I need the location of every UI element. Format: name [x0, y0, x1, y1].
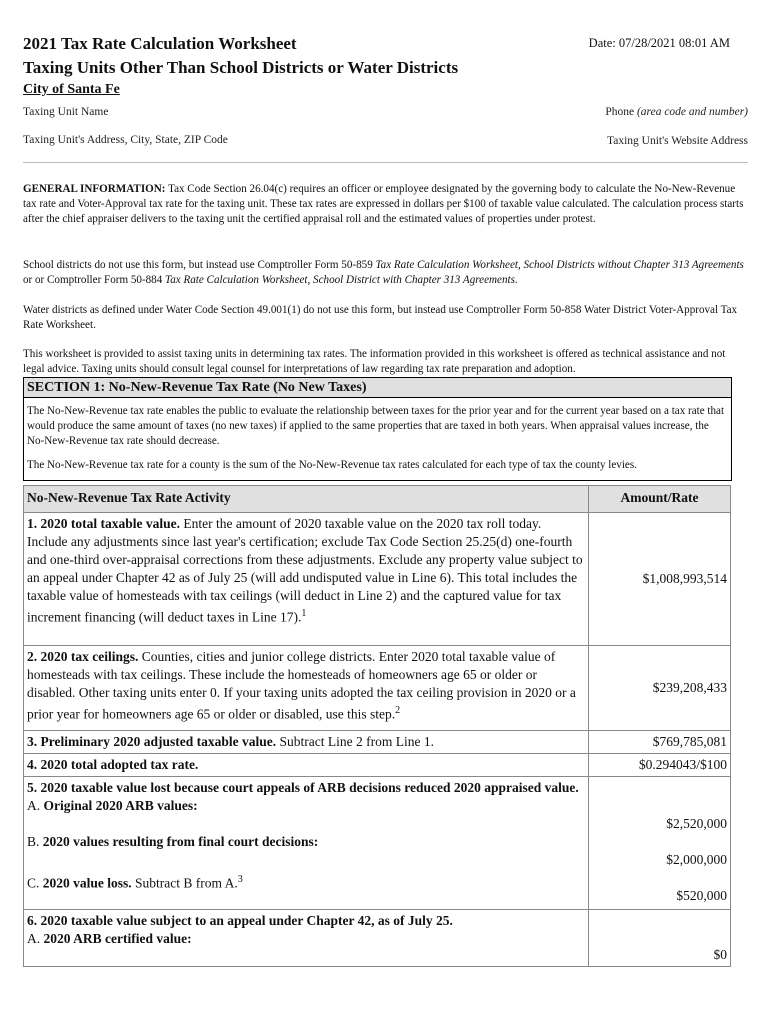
footnote-ref: 2	[395, 705, 401, 716]
table-header-row	[24, 486, 731, 513]
line-5a-label: A. Original 2020 ARB values:	[27, 798, 198, 813]
line-5c-label: C. 2020 value loss. Subtract B from A.$^3$	[27, 874, 243, 891]
line-4-description: 4. 2020 total adopted tax rate.	[24, 754, 589, 777]
date-stamp: Date: 07/28/2021 08:01 AM	[588, 36, 730, 50]
line-5c-amount: $520,000	[676, 888, 727, 903]
phone-label: Phone (area code and number)	[605, 106, 748, 118]
table-row	[24, 513, 731, 646]
address-label: Taxing Unit's Address, City, State, ZIP Code	[23, 134, 228, 146]
line-6a-amount: $0	[589, 910, 731, 967]
table-row	[24, 731, 731, 754]
phone-note: (area code and number)	[636, 106, 748, 118]
line-1-description: 1. 2020 total taxable value. Enter the amount of 2020 taxable value on the 2020 tax roll today. Include any adjustments since last year's certification; exclude Tax Code Section 25.25(d) one-fourth and one-third over-appraisal corrections from these adjustments. Exclude any property value subject to an appeal under Chapter 42 as of July 25 (will add undisputed value in Line 6). This total includes the taxable value of homesteads with tax ceilings (will deduct in Line 2) and the captured value for tax increment financing (will deduct taxes in Line 17).$^1$	[24, 513, 589, 646]
general-info-paragraph: GENERAL INFORMATION: Tax Code Section 26.04(c) requires an officer or employee designated by the governing body to calculate the No-New-Revenue tax rate and Voter-Approval tax rate for the taxing unit. These tax rates are expressed in dollars per $100 of taxable value calculated. The calculation process starts after the chief appraiser delivers to the taxing unit the certified appraisal roll and the estimated values of properties under protest.	[23, 183, 744, 225]
line-5-description: 5. 2020 taxable value lost because court appeals of ARB decisions reduced 2020 appraised value. A. Original 2020 ARB values: B. 2020 values resulting from final court decisions: C. 2020 value loss. Subtract B from A.$^3$	[24, 777, 589, 910]
line-3-description: 3. Preliminary 2020 adjusted taxable value. Subtract Line 2 from Line 1.	[24, 731, 589, 754]
taxing-unit-name-label: Taxing Unit Name	[23, 106, 109, 118]
line-4-amount: $0.294043/$100	[589, 754, 731, 777]
line-2-amount: $239,208,433	[589, 646, 731, 731]
activity-column-header: No-New-Revenue Tax Rate Activity	[24, 486, 589, 513]
school-districts-paragraph: School districts do not use this form, but instead use Comptroller Form 50-859 Tax Rate Calculation Worksheet, School Districts without Chapter 313 Agreements or or Comptroller Form 50-884 Tax Rate Calculation Worksheet, School District with Chapter 313 Agreements.	[23, 259, 744, 286]
taxing-unit-name: City of Santa Fe	[23, 82, 120, 97]
section-1-box	[23, 377, 732, 481]
footnote-ref: 3	[237, 874, 243, 885]
amount-column-header: Amount/Rate	[589, 486, 731, 513]
disclaimer-paragraph: This worksheet is provided to assist taxing units in determining tax rates. The information provided in this worksheet is offered as technical assistance and not legal advice. Taxing units should consult legal counsel for interpretations of law regarding tax rate preparation and adoption.	[23, 348, 726, 375]
section-1-paragraph: The No-New-Revenue tax rate enables the public to evaluate the relationship between taxes for the prior year and for the current year based on a tax rate that would produce the same amount of taxes (no new taxes) if applied to the same properties that are taxed in both years. When appraisal values increase, the No-New-Revenue tax rate should decrease.	[27, 405, 725, 447]
table-row	[24, 910, 731, 967]
section-1-county-paragraph: The No-New-Revenue tax rate for a county is the sum of the No-New-Revenue tax rates calculated for each type of tax the county levies.	[27, 459, 637, 471]
table-row	[24, 777, 731, 910]
line-5b-amount: $2,000,000	[666, 852, 727, 867]
section-1-intro	[24, 398, 731, 480]
line-6a-label: A. 2020 ARB certified value:	[27, 931, 192, 946]
activity-table	[23, 485, 731, 967]
line-5b-label: B. 2020 values resulting from final court decisions:	[27, 834, 319, 849]
line-2-description: 2. 2020 tax ceilings. Counties, cities and junior college districts. Enter 2020 total taxable value of homesteads with tax ceilings. These include the homesteads of homeowners age 65 or older or disabled. Other taxing units enter 0. If your taxing units adopted the tax ceiling provision in 2020 or a prior year for homeowners age 65 or older or disabled, use this step.$^2$	[24, 646, 589, 731]
line-3-amount: $769,785,081	[589, 731, 731, 754]
header-divider	[23, 162, 748, 163]
line-1-amount: $1,008,993,514	[589, 513, 731, 646]
website-label: Taxing Unit's Website Address	[607, 135, 748, 147]
table-row	[24, 646, 731, 731]
water-districts-paragraph: Water districts as defined under Water Code Section 49.001(1) do not use this form, but instead use Comptroller Form 50-858 Water District Voter-Approval Tax Rate Worksheet.	[23, 304, 738, 331]
footnote-ref: 1	[301, 608, 307, 619]
worksheet-subtitle: Taxing Units Other Than School Districts or Water Districts	[23, 58, 459, 77]
worksheet-title: 2021 Tax Rate Calculation Worksheet	[23, 34, 297, 53]
section-1-title: SECTION 1: No-New-Revenue Tax Rate (No New Taxes)	[24, 378, 731, 398]
line-5-amounts	[589, 777, 731, 910]
line-5a-amount: $2,520,000	[666, 816, 727, 831]
general-info-label: GENERAL INFORMATION:	[23, 183, 166, 195]
line-6-description: 6. 2020 taxable value subject to an appeal under Chapter 42, as of July 25. A. 2020 ARB certified value:	[24, 910, 589, 967]
table-row	[24, 754, 731, 777]
